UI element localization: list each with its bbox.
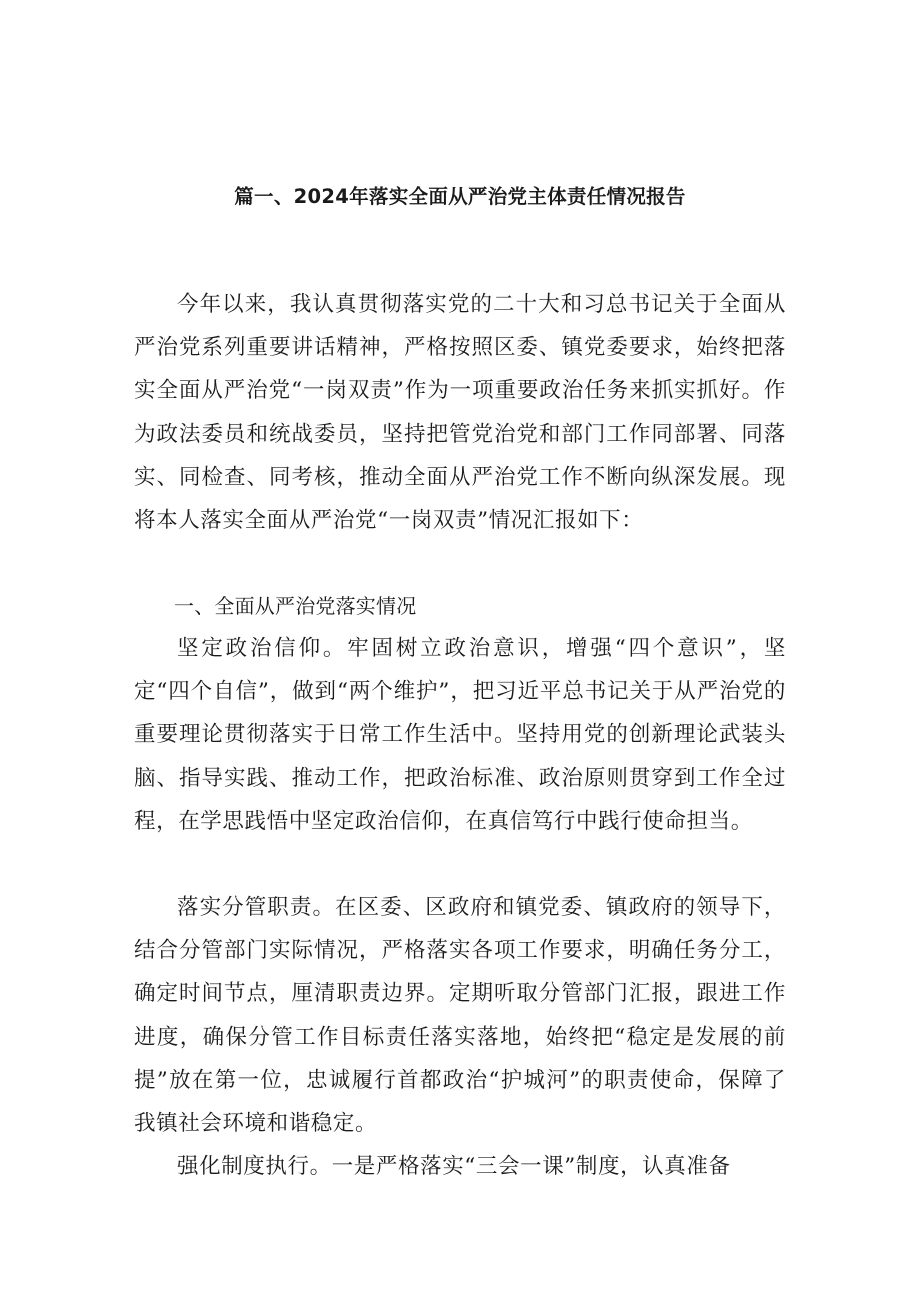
paragraph-system: 强化制度执行。一是严格落实“三会一课”制度，认真准备	[177, 1154, 731, 1179]
section-heading: 一、全面从严治党落实情况	[174, 594, 417, 618]
paragraph-political-belief: 坚定政治信仰。牢固树立政治意识，增强“四个意识”，坚定“四个自信”，做到“两个维护”，把习近平总书记关于从严治党的重要理论贯彻落实于日常工作生活中。坚持用党的创新理论武装头脑、指导实践、推动工作，把政治标准、政治原则贯穿到工作全过程，在学思践悟中坚定政治信仰，在真信笃行中践行使命担当。	[134, 636, 786, 834]
paragraph-duty: 落实分管职责。在区委、区政府和镇党委、镇政府的领导下，结合分管部门实际情况，严格落实各项工作要求，明确任务分工，确定时间节点，厘清职责边界。定期听取分管部门汇报，跟进工作进度，确保分管工作目标责任落实落地，始终把“稳定是发展的前提”放在第一位，忠诚履行首都政治“护城河”的职责使命，保障了我镇社会环境和谐稳定。	[134, 895, 786, 1137]
paragraph-intro: 今年以来，我认真贯彻落实党的二十大和习总书记关于全面从严治党系列重要讲话精神，严格按照区委、镇党委要求，始终把落实全面从严治党“一岗双责”作为一项重要政治任务来抓实抓好。作为政法委员和统战委员，坚持把管党治党和部门工作同部署、同落实、同检查、同考核，推动全面从严治党工作不断向纵深发展。现将本人落实全面从严治党“一岗双责”情况汇报如下：	[134, 292, 786, 534]
document-title: 篇一、2024年落实全面从严治党主体责任情况报告	[234, 185, 686, 208]
